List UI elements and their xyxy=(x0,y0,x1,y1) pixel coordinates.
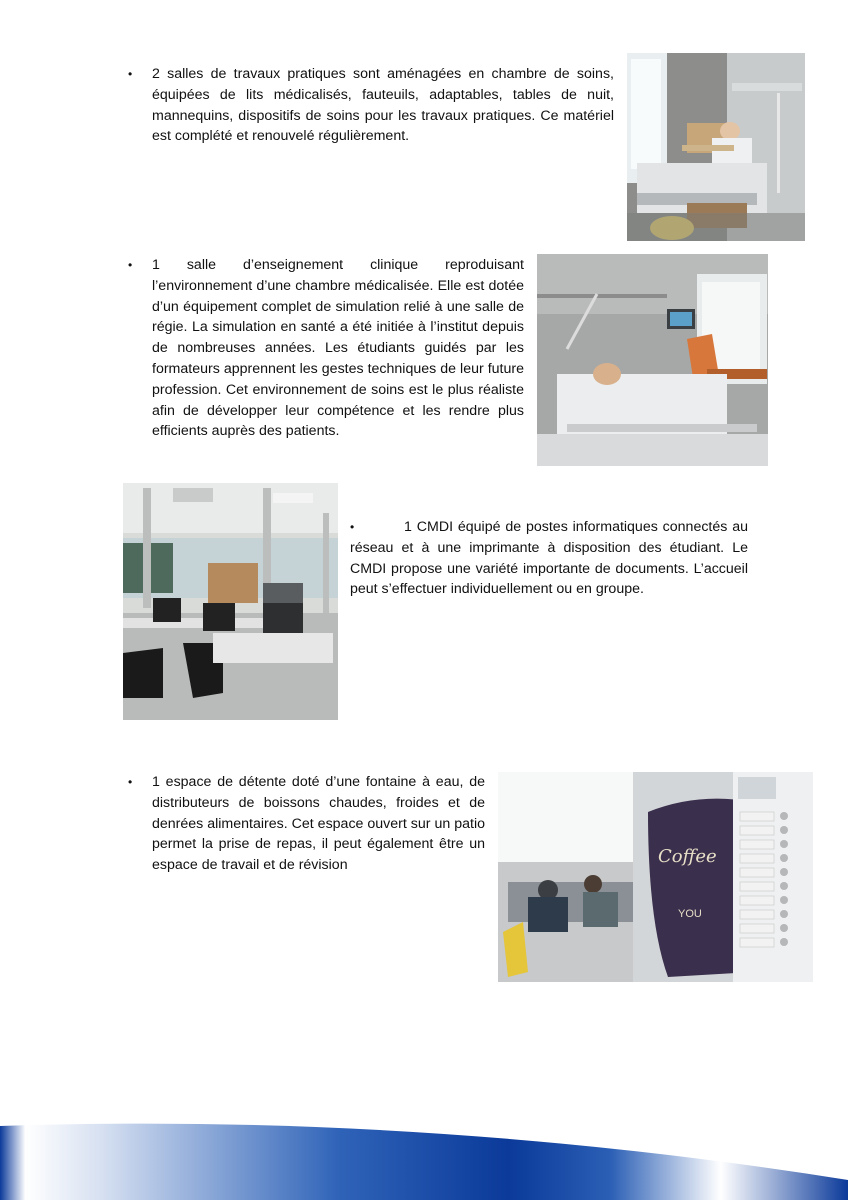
paragraph-text: 1 salle d’enseignement clinique reproduisant l’environnement d’une chambre médicalisée. Elle est dotée d’un équipement complet de simulation relié à une salle de régie. La simulation en santé a été initiée à l’institut depuis de nombreuses années. Les étudiants guidés par les formateurs apprennent les gestes techniques de leur future profession. Cet environnement de soins est le plus réaliste afin de développer leur compétence et les rendre plus efficients auprès des patients. xyxy=(152,257,524,440)
coffee-tagline-text: YOU xyxy=(678,908,702,920)
paragraph-simulation-room xyxy=(128,255,524,442)
paragraph-text: 1 CMDI équipé de postes informatiques connectés au réseau et à une imprimante à disposition des étudiant. Le CMDI propose une variété importante de documents. L’accueil peut s’effectuer individuellement ou en groupe. xyxy=(350,519,748,598)
paragraph-text: 1 espace de détente doté d’une fontaine à eau, de distributeurs de boissons chaudes, froides et de denrées alimentaires. Cet espace ouvert sur un patio permet la prise de repas, il peut également être un espace de travail et de révision xyxy=(152,774,485,874)
bullet-marker: • xyxy=(128,775,133,789)
bullet-marker: • xyxy=(128,258,133,272)
paragraph-practical-rooms xyxy=(128,64,614,147)
photo-relaxation-area xyxy=(498,772,813,982)
footer-blue-wave xyxy=(0,1118,848,1200)
bullet-marker: • xyxy=(128,67,133,81)
photo-care-room xyxy=(627,53,805,241)
photo-simulation-room xyxy=(537,254,768,466)
paragraph-text: 2 salles de travaux pratiques sont aménagées en chambre de soins, équipées de lits médicalisés, fauteuils, adaptables, tables de nuit, mannequins, dispositifs de soins pour les travaux pratiques. Ce matériel est complété et renouvelé régulièrement. xyxy=(152,66,614,145)
paragraph-cmdi xyxy=(350,517,748,600)
coffee-brand-text: Coffee xyxy=(658,846,717,867)
photo-cmdi-room xyxy=(123,483,338,720)
paragraph-relaxation-area xyxy=(128,772,485,876)
bullet-marker: • xyxy=(350,520,355,534)
